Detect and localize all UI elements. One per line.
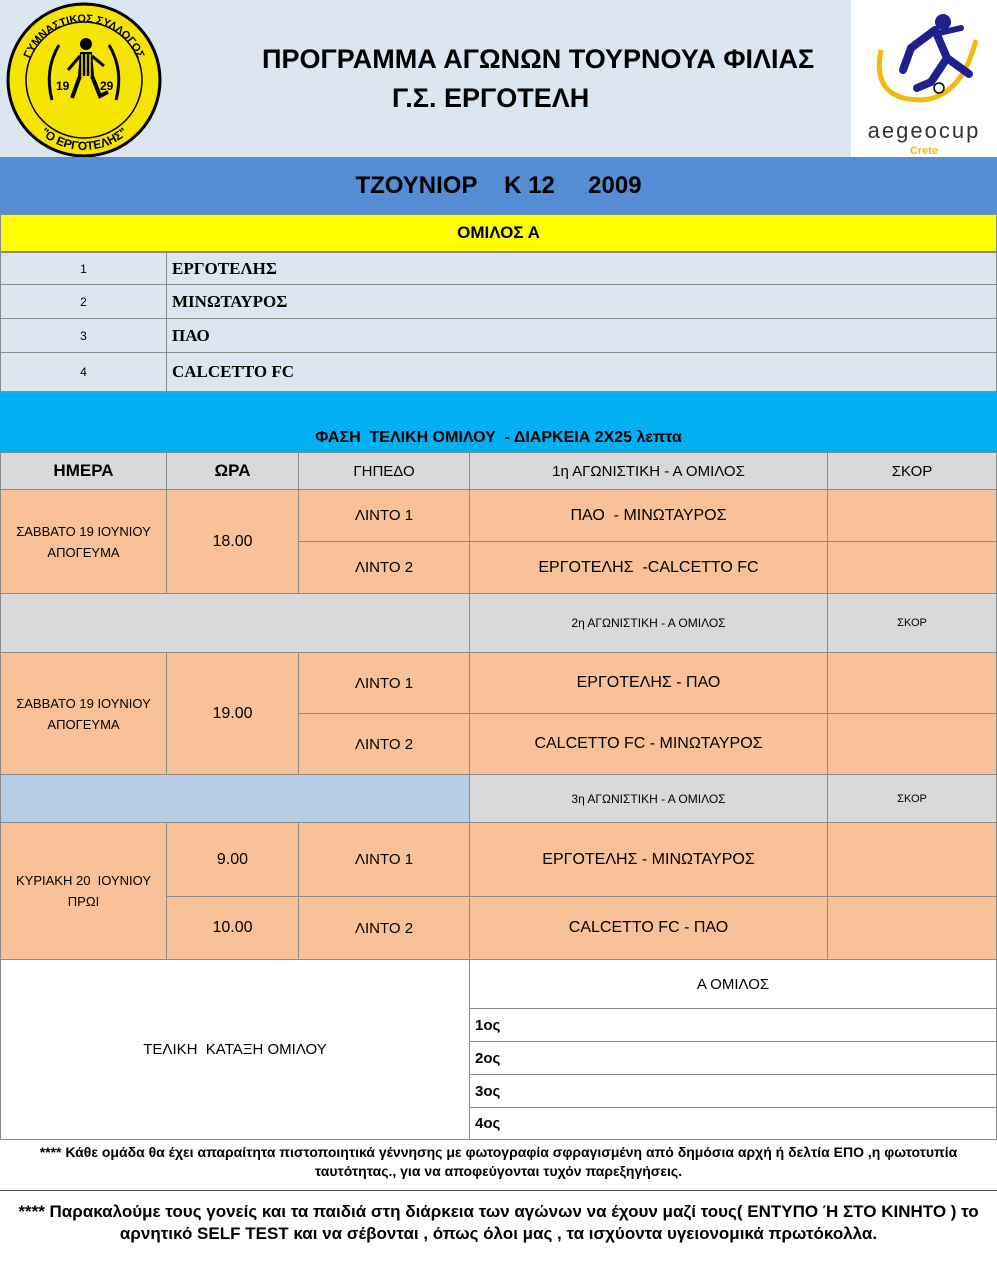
round3-title: 3η ΑΓΩΝΙΣΤΙΚΗ - Α ΟΜΙΛΟΣ bbox=[469, 774, 828, 823]
category-title: ΤΖΟΥΝΙΟΡ Κ 12 2009 bbox=[355, 171, 642, 199]
round2-spacer bbox=[0, 593, 470, 653]
ranking-place: 4ος bbox=[469, 1107, 997, 1140]
aegeocup-logo-sub: Crete bbox=[909, 145, 939, 157]
round3-score-label: ΣΚΟΡ bbox=[897, 792, 927, 805]
round2-title: 2η ΑΓΩΝΙΣΤΙΚΗ - Α ΟΜΙΛΟΣ bbox=[469, 593, 828, 653]
match-teams: CALCETTO FC - ΜΙΝΩΤΑΥΡΟΣ bbox=[469, 713, 828, 775]
round2-time: 19.00 bbox=[166, 652, 299, 775]
ranking-place: 3ος bbox=[469, 1074, 997, 1108]
match-teams: ΠΑΟ - ΜΙΝΩΤΑΥΡΟΣ bbox=[469, 489, 828, 542]
match-field: ΛΙΝΤΟ 1 bbox=[298, 822, 470, 897]
aegeocup-logo-name: aegeocup bbox=[867, 118, 981, 143]
round1-day bbox=[0, 489, 167, 594]
match-teams: CALCETTO FC - ΠΑΟ bbox=[469, 896, 828, 960]
note-self-test: **** Παρακαλούμε τους γονείς και τα παιδιά στη διάρκεια των αγώνων να έχουν μαζί τους( ΕΝΤΥΠΟ Ή ΣΤΟ ΚΙΝΗΤΟ ) το αρνητικό SELF TEST και να σέβονται , όπως όλοι μας , τα ισχύοντα υγειονομικά πρωτόκολλα. bbox=[18, 1202, 979, 1243]
group-title: ΟΜΙΛΟΣ Α bbox=[0, 214, 997, 252]
match-score[interactable] bbox=[827, 896, 997, 960]
ranking-place: 1ος bbox=[469, 1008, 997, 1042]
round2-score-header bbox=[827, 593, 997, 653]
match-time: 10.00 bbox=[166, 896, 299, 960]
column-header-time: ΩΡΑ bbox=[166, 452, 299, 490]
page-title-line2: Γ.Σ. ΕΡΓΟΤΕΛΗ bbox=[392, 83, 590, 113]
match-teams: ΕΡΓΟΤΕΛΗΣ -CALCETTO FC bbox=[469, 541, 828, 594]
club-logo-bottom-text: "Ο ΕΡΓΟΤΕΛΗΣ" bbox=[38, 124, 130, 154]
match-score[interactable] bbox=[827, 652, 997, 714]
team-number: 4 bbox=[0, 352, 167, 392]
match-teams: ΕΡΓΟΤΕΛΗΣ - ΜΙΝΩΤΑΥΡΟΣ bbox=[469, 822, 828, 897]
round3-day-line1: ΚΥΡΙΑΚΗ 20 ΙΟΥΝΙΟΥ bbox=[16, 873, 151, 888]
ranking-group-header: Α ΟΜΙΛΟΣ bbox=[469, 959, 997, 1009]
column-header-round1: 1η ΑΓΩΝΙΣΤΙΚΗ - Α ΟΜΙΛΟΣ bbox=[469, 452, 828, 490]
round1-day-line1: ΣΑΒΒΑΤΟ 19 ΙΟΥΝΙΟΥ bbox=[16, 523, 151, 539]
phase-title: ΦΑΣΗ ΤΕΛΙΚΗ ΟΜΙΛΟΥ - ΔΙΑΡΚΕΙΑ 2Χ25 λεπτα bbox=[315, 429, 682, 446]
round3-score-header bbox=[827, 774, 997, 823]
column-header-field: ΓΗΠΕΔΟ bbox=[298, 452, 470, 490]
ranking-place: 2ος bbox=[469, 1041, 997, 1075]
team-number: 2 bbox=[0, 284, 167, 319]
round3-day bbox=[0, 822, 167, 960]
club-logo-year-left: 19 bbox=[56, 79, 70, 93]
team-name: CALCETTO FC bbox=[166, 352, 997, 392]
page-title-line1: ΠΡΟΓΡΑΜΜΑ ΑΓΩΝΩΝ ΤΟΥΡΝΟΥΑ ΦΙΛΙΑΣ bbox=[262, 44, 815, 74]
match-field: ΛΙΝΤΟ 2 bbox=[298, 541, 470, 594]
team-name: ΜΙΝΩΤΑΥΡΟΣ bbox=[166, 284, 997, 319]
match-field: ΛΙΝΤΟ 2 bbox=[298, 896, 470, 960]
match-field: ΛΙΝΤΟ 1 bbox=[298, 489, 470, 542]
aegeocup-logo bbox=[851, 0, 997, 157]
match-teams: ΕΡΓΟΤΕΛΗΣ - ΠΑΟ bbox=[469, 652, 828, 714]
match-field: ΛΙΝΤΟ 1 bbox=[298, 652, 470, 714]
round2-day bbox=[0, 652, 167, 775]
match-field: ΛΙΝΤΟ 2 bbox=[298, 713, 470, 775]
final-ranking-label: ΤΕΛΙΚΗ ΚΑΤΑΞΗ ΟΜΙΛΟΥ bbox=[0, 959, 470, 1140]
column-header-score: ΣΚΟΡ bbox=[827, 452, 997, 490]
team-number: 1 bbox=[0, 252, 167, 285]
match-score[interactable] bbox=[827, 541, 997, 594]
team-name: ΠΑΟ bbox=[166, 318, 997, 353]
match-score[interactable] bbox=[827, 489, 997, 542]
column-header-day: ΗΜΕΡΑ bbox=[0, 452, 167, 490]
club-logo-top-text: ΓΥΜΝΑΣΤΙΚΟΣ ΣΥΛΛΟΓΟΣ bbox=[21, 12, 147, 61]
round2-day-line1: ΣΑΒΒΑΤΟ 19 ΙΟΥΝΙΟΥ bbox=[16, 695, 151, 711]
notes-divider bbox=[0, 1190, 997, 1191]
round3-spacer bbox=[0, 774, 470, 823]
round1-day-line2: ΑΠΟΓΕΥΜΑ bbox=[47, 544, 120, 560]
round1-time: 18.00 bbox=[166, 489, 299, 594]
match-score[interactable] bbox=[827, 713, 997, 775]
match-time: 9.00 bbox=[166, 822, 299, 897]
category-band bbox=[0, 157, 997, 214]
club-logo-year-right: 29 bbox=[100, 79, 114, 93]
round2-score-label: ΣΚΟΡ bbox=[897, 617, 927, 629]
club-logo bbox=[4, 0, 164, 157]
team-name: ΕΡΓΟΤΕΛΗΣ bbox=[166, 252, 997, 285]
team-number: 3 bbox=[0, 318, 167, 353]
note-documents: **** Κάθε ομάδα θα έχει απαραίτητα πιστοποιητικά γέννησης με φωτογραφία σφραγισμένη από δημόσια αρχή ή δελτία ΕΠΟ ,η φωτοτυπία ταυτότητας., για να αποφεύγονται τυχόν παρεξηγήσεις. bbox=[39, 1144, 958, 1179]
round2-day-line2: ΑΠΟΓΕΥΜΑ bbox=[47, 716, 120, 732]
round3-day-line2: ΠΡΩΙ bbox=[67, 894, 100, 909]
match-score[interactable] bbox=[827, 822, 997, 897]
